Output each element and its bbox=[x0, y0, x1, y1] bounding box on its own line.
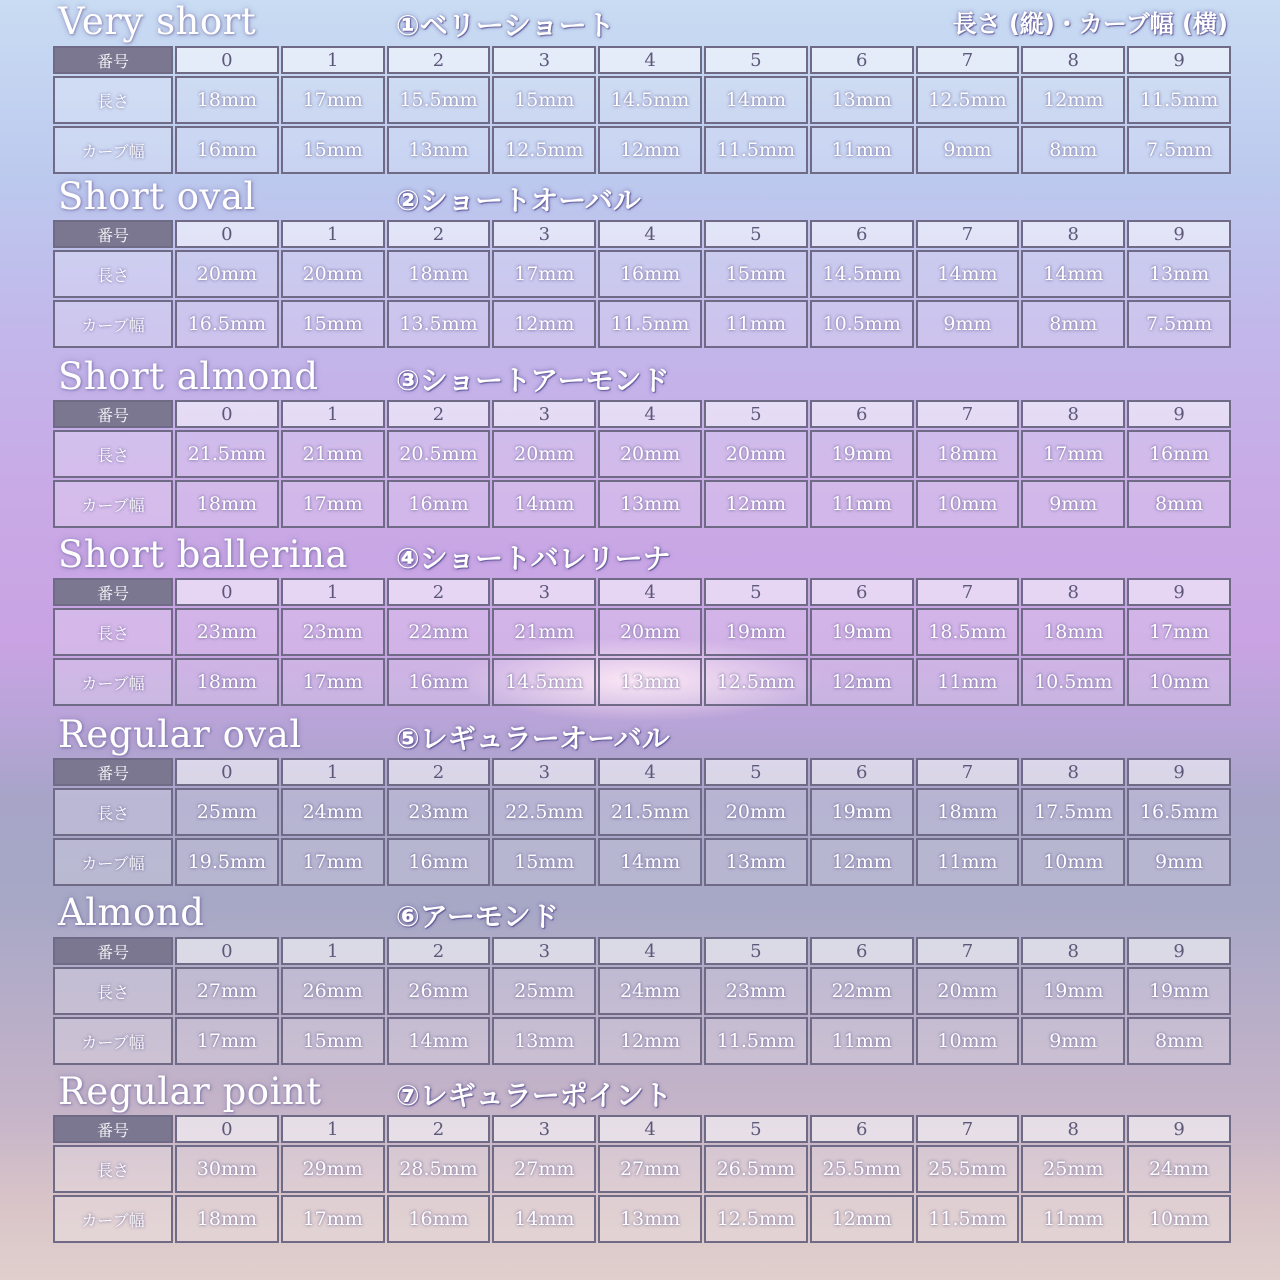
length-cell: 29mm bbox=[281, 1145, 385, 1193]
size-number-cell: 4 bbox=[598, 1115, 702, 1143]
size-number-cell: 8 bbox=[1021, 578, 1125, 606]
length-row bbox=[53, 430, 1231, 478]
curve-cell: 11mm bbox=[810, 480, 914, 528]
length-cell: 20mm bbox=[281, 250, 385, 298]
size-number-cell: 6 bbox=[810, 220, 914, 248]
shape-title-japanese: ④ショートバレリーナ bbox=[396, 542, 671, 575]
size-number-cell: 4 bbox=[598, 578, 702, 606]
curve-cell: 11mm bbox=[916, 658, 1020, 706]
size-number-cell: 9 bbox=[1127, 220, 1231, 248]
section-title-row bbox=[0, 533, 1280, 577]
curve-cell: 12.5mm bbox=[492, 126, 596, 174]
length-row bbox=[53, 788, 1231, 836]
size-table bbox=[51, 756, 1233, 888]
number-label: 番号 bbox=[53, 758, 173, 786]
size-number-cell: 0 bbox=[175, 46, 279, 74]
curve-cell: 16mm bbox=[387, 838, 491, 886]
size-table bbox=[51, 398, 1233, 530]
length-cell: 20mm bbox=[598, 430, 702, 478]
curve-cell: 13mm bbox=[598, 1195, 702, 1243]
number-label: 番号 bbox=[53, 1115, 173, 1143]
size-number-cell: 5 bbox=[704, 220, 808, 248]
length-cell: 23mm bbox=[281, 608, 385, 656]
length-cell: 21.5mm bbox=[598, 788, 702, 836]
number-label: 番号 bbox=[53, 400, 173, 428]
size-number-cell: 1 bbox=[281, 46, 385, 74]
size-table bbox=[51, 218, 1233, 350]
size-number-cell: 1 bbox=[281, 937, 385, 965]
curve-cell: 10mm bbox=[1127, 658, 1231, 706]
shape-title-japanese: ⑥アーモンド bbox=[396, 900, 559, 933]
curve-row bbox=[53, 1195, 1231, 1243]
size-number-cell: 3 bbox=[492, 1115, 596, 1143]
size-number-cell: 1 bbox=[281, 578, 385, 606]
length-cell: 13mm bbox=[810, 76, 914, 124]
length-cell: 16mm bbox=[598, 250, 702, 298]
size-number-cell: 9 bbox=[1127, 46, 1231, 74]
length-cell: 20mm bbox=[492, 430, 596, 478]
curve-cell: 9mm bbox=[1127, 838, 1231, 886]
curve-label: カーブ幅 bbox=[53, 1017, 173, 1065]
curve-cell: 15mm bbox=[281, 300, 385, 348]
size-number-cell: 7 bbox=[916, 220, 1020, 248]
curve-cell: 12.5mm bbox=[704, 658, 808, 706]
length-cell: 27mm bbox=[598, 1145, 702, 1193]
curve-cell: 10mm bbox=[1127, 1195, 1231, 1243]
curve-row bbox=[53, 1017, 1231, 1065]
curve-cell: 8mm bbox=[1127, 1017, 1231, 1065]
size-number-cell: 4 bbox=[598, 220, 702, 248]
length-cell: 21mm bbox=[492, 608, 596, 656]
curve-cell: 13mm bbox=[598, 480, 702, 528]
curve-cell: 12mm bbox=[810, 658, 914, 706]
size-number-cell: 2 bbox=[387, 578, 491, 606]
length-cell: 27mm bbox=[492, 1145, 596, 1193]
size-number-cell: 8 bbox=[1021, 46, 1125, 74]
size-number-cell: 0 bbox=[175, 578, 279, 606]
length-cell: 20mm bbox=[175, 250, 279, 298]
size-number-cell: 2 bbox=[387, 1115, 491, 1143]
length-cell: 19mm bbox=[1021, 967, 1125, 1015]
length-cell: 17mm bbox=[281, 76, 385, 124]
curve-cell: 11mm bbox=[810, 1017, 914, 1065]
size-number-cell: 1 bbox=[281, 220, 385, 248]
shape-title-english: Regular point bbox=[58, 1070, 322, 1113]
length-cell: 17mm bbox=[1021, 430, 1125, 478]
size-number-cell: 2 bbox=[387, 758, 491, 786]
size-number-cell: 7 bbox=[916, 400, 1020, 428]
length-cell: 19mm bbox=[810, 608, 914, 656]
curve-cell: 13mm bbox=[492, 1017, 596, 1065]
size-table bbox=[51, 1113, 1233, 1245]
size-number-cell: 7 bbox=[916, 758, 1020, 786]
size-number-cell: 5 bbox=[704, 578, 808, 606]
length-cell: 30mm bbox=[175, 1145, 279, 1193]
length-cell: 14.5mm bbox=[810, 250, 914, 298]
section-title-row bbox=[0, 355, 1280, 399]
shape-title-japanese: ③ショートアーモンド bbox=[396, 364, 670, 397]
size-number-cell: 4 bbox=[598, 46, 702, 74]
size-number-cell: 0 bbox=[175, 937, 279, 965]
length-cell: 22.5mm bbox=[492, 788, 596, 836]
length-row bbox=[53, 76, 1231, 124]
length-cell: 16.5mm bbox=[1127, 788, 1231, 836]
shape-title-japanese: ⑦レギュラーポイント bbox=[396, 1079, 672, 1112]
size-number-cell: 6 bbox=[810, 46, 914, 74]
curve-cell: 16mm bbox=[175, 126, 279, 174]
section-title-row bbox=[0, 713, 1280, 757]
curve-cell: 8mm bbox=[1021, 300, 1125, 348]
curve-cell: 14.5mm bbox=[492, 658, 596, 706]
length-cell: 12.5mm bbox=[916, 76, 1020, 124]
size-number-cell: 3 bbox=[492, 220, 596, 248]
size-table bbox=[51, 935, 1233, 1067]
size-number-cell: 8 bbox=[1021, 758, 1125, 786]
curve-label: カーブ幅 bbox=[53, 658, 173, 706]
length-cell: 15.5mm bbox=[387, 76, 491, 124]
size-number-cell: 0 bbox=[175, 1115, 279, 1143]
size-number-cell: 5 bbox=[704, 46, 808, 74]
curve-cell: 12mm bbox=[492, 300, 596, 348]
curve-cell: 10mm bbox=[916, 1017, 1020, 1065]
length-cell: 19mm bbox=[810, 788, 914, 836]
curve-cell: 12mm bbox=[810, 838, 914, 886]
size-number-cell: 6 bbox=[810, 1115, 914, 1143]
length-cell: 20mm bbox=[916, 967, 1020, 1015]
length-cell: 23mm bbox=[175, 608, 279, 656]
size-number-cell: 9 bbox=[1127, 1115, 1231, 1143]
length-cell: 22mm bbox=[810, 967, 914, 1015]
length-cell: 25mm bbox=[1021, 1145, 1125, 1193]
number-label: 番号 bbox=[53, 937, 173, 965]
curve-cell: 17mm bbox=[281, 480, 385, 528]
size-table bbox=[51, 44, 1233, 176]
curve-row bbox=[53, 300, 1231, 348]
length-label: 長さ bbox=[53, 608, 173, 656]
curve-cell: 17mm bbox=[281, 838, 385, 886]
curve-cell: 11mm bbox=[810, 126, 914, 174]
size-number-cell: 3 bbox=[492, 937, 596, 965]
size-number-cell: 7 bbox=[916, 46, 1020, 74]
size-number-cell: 2 bbox=[387, 400, 491, 428]
size-number-cell: 3 bbox=[492, 400, 596, 428]
curve-row bbox=[53, 658, 1231, 706]
shape-title-english: Short ballerina bbox=[58, 533, 348, 576]
shape-title-english: Short oval bbox=[58, 175, 256, 218]
section-title-row bbox=[0, 0, 1280, 44]
curve-cell: 16mm bbox=[387, 480, 491, 528]
curve-cell: 10mm bbox=[916, 480, 1020, 528]
curve-cell: 14mm bbox=[598, 838, 702, 886]
curve-cell: 8mm bbox=[1021, 126, 1125, 174]
length-cell: 20mm bbox=[704, 430, 808, 478]
number-label: 番号 bbox=[53, 46, 173, 74]
curve-cell: 12.5mm bbox=[704, 1195, 808, 1243]
length-row bbox=[53, 608, 1231, 656]
number-row bbox=[53, 578, 1231, 606]
length-cell: 15mm bbox=[492, 76, 596, 124]
curve-cell: 16mm bbox=[387, 658, 491, 706]
length-cell: 20.5mm bbox=[387, 430, 491, 478]
length-cell: 18mm bbox=[916, 430, 1020, 478]
length-cell: 11.5mm bbox=[1127, 76, 1231, 124]
length-cell: 25mm bbox=[492, 967, 596, 1015]
curve-cell: 9mm bbox=[916, 126, 1020, 174]
length-cell: 23mm bbox=[704, 967, 808, 1015]
length-cell: 18.5mm bbox=[916, 608, 1020, 656]
length-row bbox=[53, 1145, 1231, 1193]
curve-cell: 12mm bbox=[598, 1017, 702, 1065]
size-number-cell: 5 bbox=[704, 400, 808, 428]
size-number-cell: 6 bbox=[810, 400, 914, 428]
length-cell: 21.5mm bbox=[175, 430, 279, 478]
curve-cell: 7.5mm bbox=[1127, 300, 1231, 348]
shape-title-english: Short almond bbox=[58, 355, 319, 398]
length-cell: 20mm bbox=[598, 608, 702, 656]
curve-cell: 11.5mm bbox=[916, 1195, 1020, 1243]
length-cell: 22mm bbox=[387, 608, 491, 656]
curve-cell: 12mm bbox=[598, 126, 702, 174]
length-cell: 18mm bbox=[175, 76, 279, 124]
section-title-row bbox=[0, 891, 1280, 935]
section-title-row bbox=[0, 1070, 1280, 1114]
length-cell: 16mm bbox=[1127, 430, 1231, 478]
curve-row bbox=[53, 480, 1231, 528]
size-number-cell: 5 bbox=[704, 1115, 808, 1143]
curve-cell: 11mm bbox=[704, 300, 808, 348]
length-cell: 26mm bbox=[281, 967, 385, 1015]
length-cell: 14.5mm bbox=[598, 76, 702, 124]
shape-title-japanese: ①ベリーショート bbox=[396, 9, 615, 42]
curve-cell: 18mm bbox=[175, 480, 279, 528]
length-cell: 19mm bbox=[810, 430, 914, 478]
length-label: 長さ bbox=[53, 1145, 173, 1193]
length-cell: 18mm bbox=[387, 250, 491, 298]
size-number-cell: 8 bbox=[1021, 400, 1125, 428]
size-number-cell: 2 bbox=[387, 937, 491, 965]
number-row bbox=[53, 400, 1231, 428]
length-cell: 24mm bbox=[1127, 1145, 1231, 1193]
number-row bbox=[53, 937, 1231, 965]
curve-cell: 17mm bbox=[281, 658, 385, 706]
size-number-cell: 2 bbox=[387, 46, 491, 74]
length-cell: 15mm bbox=[704, 250, 808, 298]
size-number-cell: 1 bbox=[281, 758, 385, 786]
length-cell: 24mm bbox=[598, 967, 702, 1015]
length-cell: 14mm bbox=[1021, 250, 1125, 298]
size-number-cell: 6 bbox=[810, 758, 914, 786]
curve-cell: 16.5mm bbox=[175, 300, 279, 348]
curve-cell: 13mm bbox=[704, 838, 808, 886]
size-number-cell: 9 bbox=[1127, 758, 1231, 786]
length-cell: 13mm bbox=[1127, 250, 1231, 298]
size-number-cell: 6 bbox=[810, 578, 914, 606]
length-cell: 26mm bbox=[387, 967, 491, 1015]
length-cell: 14mm bbox=[704, 76, 808, 124]
shape-title-english: Very short bbox=[58, 0, 257, 43]
size-number-cell: 9 bbox=[1127, 400, 1231, 428]
length-cell: 21mm bbox=[281, 430, 385, 478]
size-number-cell: 9 bbox=[1127, 578, 1231, 606]
length-cell: 25.5mm bbox=[810, 1145, 914, 1193]
curve-label: カーブ幅 bbox=[53, 480, 173, 528]
curve-cell: 11.5mm bbox=[598, 300, 702, 348]
curve-cell: 9mm bbox=[1021, 1017, 1125, 1065]
size-number-cell: 8 bbox=[1021, 220, 1125, 248]
length-label: 長さ bbox=[53, 250, 173, 298]
curve-cell: 18mm bbox=[175, 658, 279, 706]
size-table bbox=[51, 576, 1233, 708]
curve-label: カーブ幅 bbox=[53, 300, 173, 348]
number-row bbox=[53, 220, 1231, 248]
size-number-cell: 1 bbox=[281, 400, 385, 428]
size-number-cell: 7 bbox=[916, 937, 1020, 965]
curve-cell: 16mm bbox=[387, 1195, 491, 1243]
length-cell: 23mm bbox=[387, 788, 491, 836]
length-cell: 27mm bbox=[175, 967, 279, 1015]
curve-cell: 8mm bbox=[1127, 480, 1231, 528]
size-number-cell: 0 bbox=[175, 400, 279, 428]
curve-cell: 10.5mm bbox=[1021, 658, 1125, 706]
size-number-cell: 2 bbox=[387, 220, 491, 248]
shape-title-english: Almond bbox=[58, 891, 205, 934]
size-number-cell: 5 bbox=[704, 758, 808, 786]
size-number-cell: 8 bbox=[1021, 937, 1125, 965]
size-number-cell: 9 bbox=[1127, 937, 1231, 965]
curve-cell: 11.5mm bbox=[704, 126, 808, 174]
curve-cell: 12mm bbox=[704, 480, 808, 528]
curve-label: カーブ幅 bbox=[53, 838, 173, 886]
size-legend: 長さ (縦)・カーブ幅 (横) bbox=[952, 10, 1228, 38]
number-row bbox=[53, 758, 1231, 786]
curve-cell: 9mm bbox=[916, 300, 1020, 348]
number-row bbox=[53, 1115, 1231, 1143]
curve-cell: 11mm bbox=[1021, 1195, 1125, 1243]
size-number-cell: 7 bbox=[916, 578, 1020, 606]
size-number-cell: 4 bbox=[598, 758, 702, 786]
curve-cell: 14mm bbox=[387, 1017, 491, 1065]
size-number-cell: 3 bbox=[492, 578, 596, 606]
curve-cell: 15mm bbox=[281, 1017, 385, 1065]
length-cell: 19mm bbox=[704, 608, 808, 656]
size-number-cell: 6 bbox=[810, 937, 914, 965]
curve-cell: 18mm bbox=[175, 1195, 279, 1243]
length-cell: 20mm bbox=[704, 788, 808, 836]
number-label: 番号 bbox=[53, 578, 173, 606]
length-row bbox=[53, 967, 1231, 1015]
curve-cell: 12mm bbox=[810, 1195, 914, 1243]
length-label: 長さ bbox=[53, 430, 173, 478]
length-cell: 17.5mm bbox=[1021, 788, 1125, 836]
length-cell: 26.5mm bbox=[704, 1145, 808, 1193]
length-label: 長さ bbox=[53, 967, 173, 1015]
curve-row bbox=[53, 838, 1231, 886]
length-cell: 24mm bbox=[281, 788, 385, 836]
section-title-row bbox=[0, 175, 1280, 219]
shape-title-japanese: ⑤レギュラーオーバル bbox=[396, 722, 670, 755]
curve-cell: 10mm bbox=[1021, 838, 1125, 886]
number-row bbox=[53, 46, 1231, 74]
curve-cell: 9mm bbox=[1021, 480, 1125, 528]
length-cell: 17mm bbox=[1127, 608, 1231, 656]
curve-cell: 13mm bbox=[598, 658, 702, 706]
curve-cell: 10.5mm bbox=[810, 300, 914, 348]
curve-cell: 17mm bbox=[175, 1017, 279, 1065]
curve-cell: 13mm bbox=[387, 126, 491, 174]
curve-cell: 15mm bbox=[281, 126, 385, 174]
size-number-cell: 8 bbox=[1021, 1115, 1125, 1143]
size-number-cell: 7 bbox=[916, 1115, 1020, 1143]
curve-label: カーブ幅 bbox=[53, 1195, 173, 1243]
length-cell: 19mm bbox=[1127, 967, 1231, 1015]
curve-cell: 7.5mm bbox=[1127, 126, 1231, 174]
shape-title-english: Regular oval bbox=[58, 713, 302, 756]
curve-label: カーブ幅 bbox=[53, 126, 173, 174]
curve-cell: 13.5mm bbox=[387, 300, 491, 348]
curve-cell: 14mm bbox=[492, 480, 596, 528]
size-number-cell: 3 bbox=[492, 46, 596, 74]
shape-title-japanese: ②ショートオーバル bbox=[396, 184, 641, 217]
size-number-cell: 1 bbox=[281, 1115, 385, 1143]
length-cell: 14mm bbox=[916, 250, 1020, 298]
length-cell: 18mm bbox=[916, 788, 1020, 836]
curve-cell: 11.5mm bbox=[704, 1017, 808, 1065]
length-cell: 25.5mm bbox=[916, 1145, 1020, 1193]
curve-cell: 14mm bbox=[492, 1195, 596, 1243]
length-label: 長さ bbox=[53, 76, 173, 124]
size-number-cell: 3 bbox=[492, 758, 596, 786]
curve-cell: 11mm bbox=[916, 838, 1020, 886]
size-number-cell: 4 bbox=[598, 937, 702, 965]
size-number-cell: 0 bbox=[175, 758, 279, 786]
size-number-cell: 0 bbox=[175, 220, 279, 248]
curve-cell: 15mm bbox=[492, 838, 596, 886]
curve-cell: 17mm bbox=[281, 1195, 385, 1243]
size-number-cell: 4 bbox=[598, 400, 702, 428]
curve-cell: 19.5mm bbox=[175, 838, 279, 886]
length-cell: 12mm bbox=[1021, 76, 1125, 124]
size-number-cell: 5 bbox=[704, 937, 808, 965]
curve-row bbox=[53, 126, 1231, 174]
length-label: 長さ bbox=[53, 788, 173, 836]
length-cell: 25mm bbox=[175, 788, 279, 836]
length-cell: 18mm bbox=[1021, 608, 1125, 656]
number-label: 番号 bbox=[53, 220, 173, 248]
length-cell: 28.5mm bbox=[387, 1145, 491, 1193]
length-row bbox=[53, 250, 1231, 298]
length-cell: 17mm bbox=[492, 250, 596, 298]
